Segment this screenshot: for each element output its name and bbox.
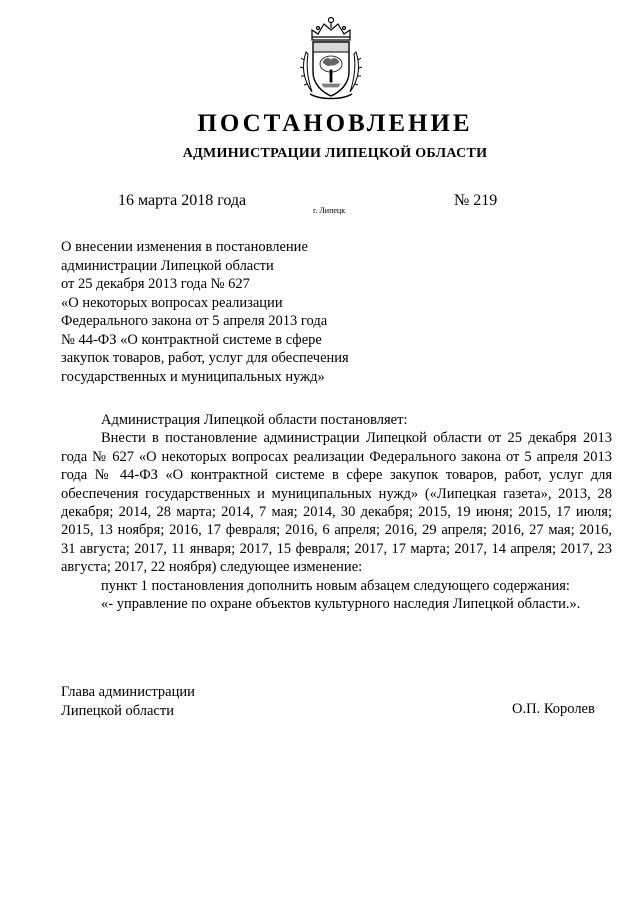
document-date: 16 марта 2018 года: [118, 192, 247, 209]
heading-line: № 44-ФЗ «О контрактной системе в сфере: [61, 331, 322, 348]
document-title: ПОСТАНОВЛЕНИЕ: [197, 110, 473, 137]
body-paragraph-point: пункт 1 постановления дополнить новым абзацем следующего содержания:: [101, 577, 570, 594]
heading-line: закупок товаров, работ, услуг для обеспечения: [61, 350, 349, 366]
heading-line: О внесении изменения в постановление: [61, 239, 308, 255]
document-heading: [61, 238, 351, 386]
body-paragraph-decree: Администрация Липецкой области постановляет:: [101, 412, 408, 428]
coat-of-arms-icon: [298, 14, 364, 102]
heading-line: государственных и муниципальных нужд»: [61, 368, 325, 385]
document-body: [61, 411, 612, 613]
heading-line: от 25 декабря 2013 года № 627: [61, 276, 250, 292]
signer-name: О.П. Королев: [512, 701, 595, 717]
signer-position-line: Липецкой области: [61, 702, 174, 719]
signer-position: [61, 683, 195, 720]
document-place: г. Липецк: [313, 206, 346, 215]
heading-line: Федерального закона от 5 апреля 2013 года: [61, 313, 328, 329]
signer-position-line: Глава администрации: [61, 684, 195, 700]
heading-line: «О некоторых вопросах реализации: [61, 294, 283, 311]
heading-line: администрации Липецкой области: [61, 257, 274, 274]
document-number: № 219: [454, 192, 498, 209]
document-subtitle: АДМИНИСТРАЦИИ ЛИПЕЦКОЙ ОБЛАСТИ: [182, 146, 488, 161]
body-paragraph-insertion: «- управление по охране объектов культурного наследия Липецкой области.».: [101, 596, 581, 613]
body-paragraph-amendment: Внести в постановление администрации Липецкой области от 25 декабря 2013 года № 627 «О некоторых вопросах реализации Федерального закона от 5 апреля 2013 года № 44-ФЗ «О контрактной системе в сфере закупок товаров, работ, услуг для обеспечения государственных и муниципальных нужд» («Липецкая газета», 2013, 28 декабря; 2014, 28 марта; 2014, 7 мая; 2014, 30 декабря; 2015, 19 июня; 2015, 17 июля; 2015, 13 ноября; 2016, 17 февраля; 2016, 6 апреля; 2016, 29 апреля; 2016, 27 мая; 2016, 31 августа; 2017, 11 января; 2017, 15 февраля; 2017, 17 марта; 2017, 14 апреля; 2017, 23 августа; 2017, 22 ноября) следующее изменение:: [61, 430, 612, 576]
